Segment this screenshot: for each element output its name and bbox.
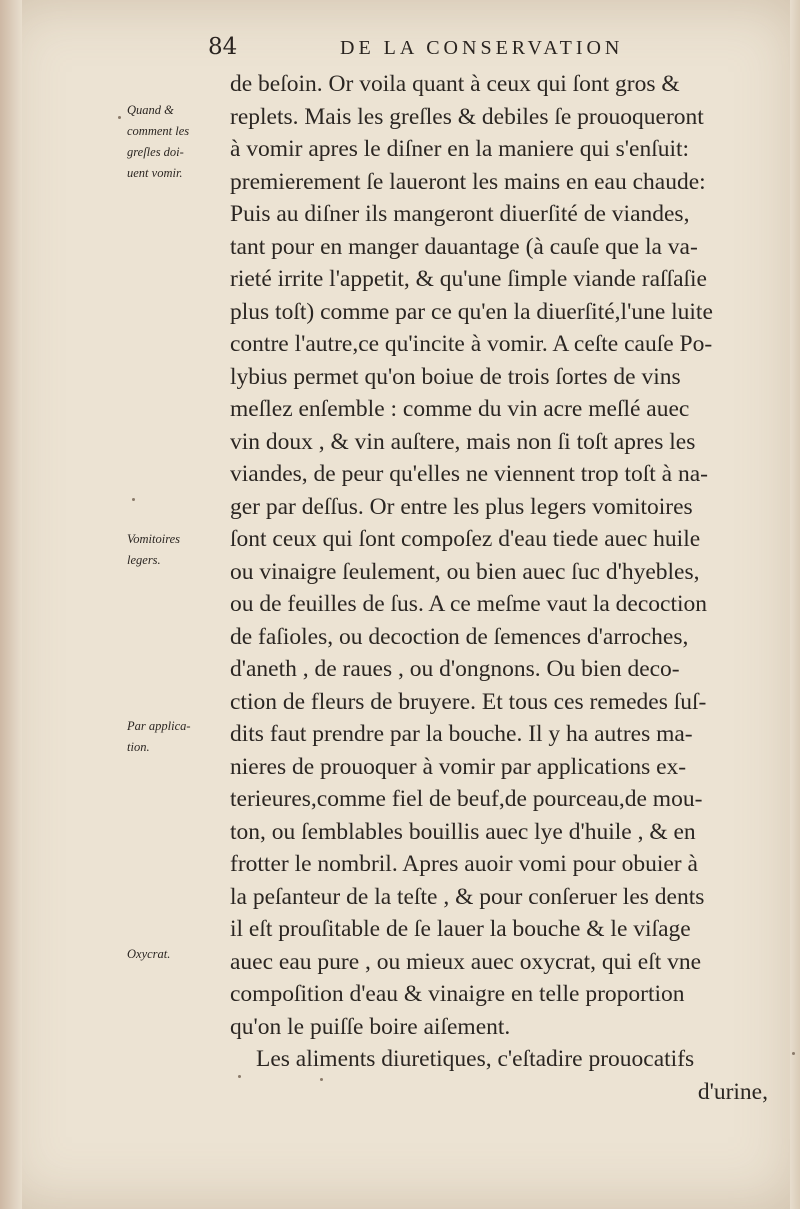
margin-note-vomitoires	[127, 529, 227, 571]
page-edge	[790, 0, 800, 1209]
text-line: Puis au diſner ils mangeront diuerſité de viandes,	[230, 201, 690, 227]
running-head: DE LA CONSERVATION	[340, 37, 624, 59]
paper-speck	[792, 1052, 795, 1055]
text-line: tant pour en manger dauantage (à cauſe que la va-	[230, 233, 698, 260]
text-line: d'aneth , de raues , ou d'ongnons. Ou bien deco-	[230, 656, 680, 682]
margin-note-oxycrat	[127, 944, 227, 965]
text-line: terieures,comme fiel de beuf,de pourceau,de mou-	[230, 786, 703, 812]
page-header	[200, 34, 720, 64]
margin-note-line: greſles doi-	[127, 145, 184, 159]
text-line: lybius permet qu'on boiue de trois ſortes de vins	[230, 363, 681, 390]
margin-note-application	[127, 716, 227, 758]
text-line: ſont ceux qui ſont compoſez d'eau tiede auec huile	[230, 526, 701, 552]
text-line: ou vinaigre ſeulement, ou bien auec ſuc d'hyebles,	[230, 558, 700, 585]
margin-note-line: comment les	[127, 124, 190, 138]
paper-speck	[118, 116, 121, 119]
text-line: ger par deſſus. Or entre les plus legers vomitoires	[230, 493, 693, 520]
text-line: ton, ou ſemblables bouillis auec lye d'huile , & en	[230, 818, 696, 845]
catchword-line: d'urine,	[697, 1078, 768, 1105]
text-line: à vomir apres le diſner en la maniere qui s'enſuit:	[230, 136, 690, 162]
margin-note-line: Quand &	[127, 103, 174, 117]
gutter-shadow	[0, 0, 22, 1209]
text-line: viandes, de peur qu'elles ne viennent trop toſt à na-	[230, 461, 708, 487]
text-line: qu'on le puiſſe boire aiſement.	[230, 1013, 511, 1040]
paper-speck	[320, 1078, 323, 1081]
text-line: auec eau pure , ou mieux auec oxycrat, qui eſt vne	[230, 948, 702, 975]
paper-speck	[132, 498, 135, 501]
text-line: dits faut prendre par la bouche. Il y ha autres ma-	[230, 721, 693, 747]
margin-note-line: Par applica-	[127, 719, 191, 733]
body-text	[230, 68, 790, 1108]
text-line: replets. Mais les greſles & debiles ſe prouoqueront	[230, 103, 704, 130]
text-line: il eſt prouſitable de ſe lauer la bouche & le viſage	[230, 916, 691, 942]
text-line: contre l'autre,ce qu'incite à vomir. A ceſte cauſe Po-	[230, 331, 713, 357]
text-line: de faſioles, ou decoction de ſemences d'arroches,	[230, 623, 689, 650]
margin-note-line: tion.	[127, 740, 150, 754]
paper-speck	[238, 1075, 241, 1078]
text-line: meſlez enſemble : comme du vin acre meſlé auec	[230, 396, 690, 422]
page-number: 84	[208, 34, 238, 60]
text-line: la peſanteur de la teſte , & pour conſeruer les dents	[230, 883, 705, 910]
margin-note-line: Oxycrat.	[127, 947, 171, 961]
text-line: Les aliments diuretiques, c'eſtadire prouocatifs	[256, 1046, 695, 1072]
text-line: ou de feuilles de ſus. A ce meſme vaut la decoction	[230, 591, 708, 617]
text-line: vin doux , & vin auſtere, mais non ſi toſt apres les	[230, 428, 696, 455]
text-line: compoſition d'eau & vinaigre en telle proportion	[230, 981, 685, 1007]
text-line: plus toſt) comme par ce qu'en la diuerſité,l'une luite	[230, 298, 713, 325]
margin-note-line: legers.	[127, 553, 161, 567]
text-line: rieté irrite l'appetit, & qu'une ſimple viande raſſaſie	[230, 266, 707, 292]
text-line: frotter le nombril. Apres auoir vomi pour obuier à	[230, 851, 698, 877]
text-line: premierement ſe laueront les mains en eau chaude:	[230, 168, 706, 195]
text-line: de beſoin. Or voila quant à ceux qui ſont gros &	[230, 71, 680, 97]
margin-note-quand-comment	[127, 100, 227, 184]
margin-note-line: Vomitoires	[127, 532, 181, 546]
margin-note-line: uent vomir.	[127, 166, 183, 180]
text-line: nieres de prouoquer à vomir par applications ex-	[230, 753, 687, 780]
text-line: ction de fleurs de bruyere. Et tous ces remedes ſuſ-	[230, 688, 707, 715]
